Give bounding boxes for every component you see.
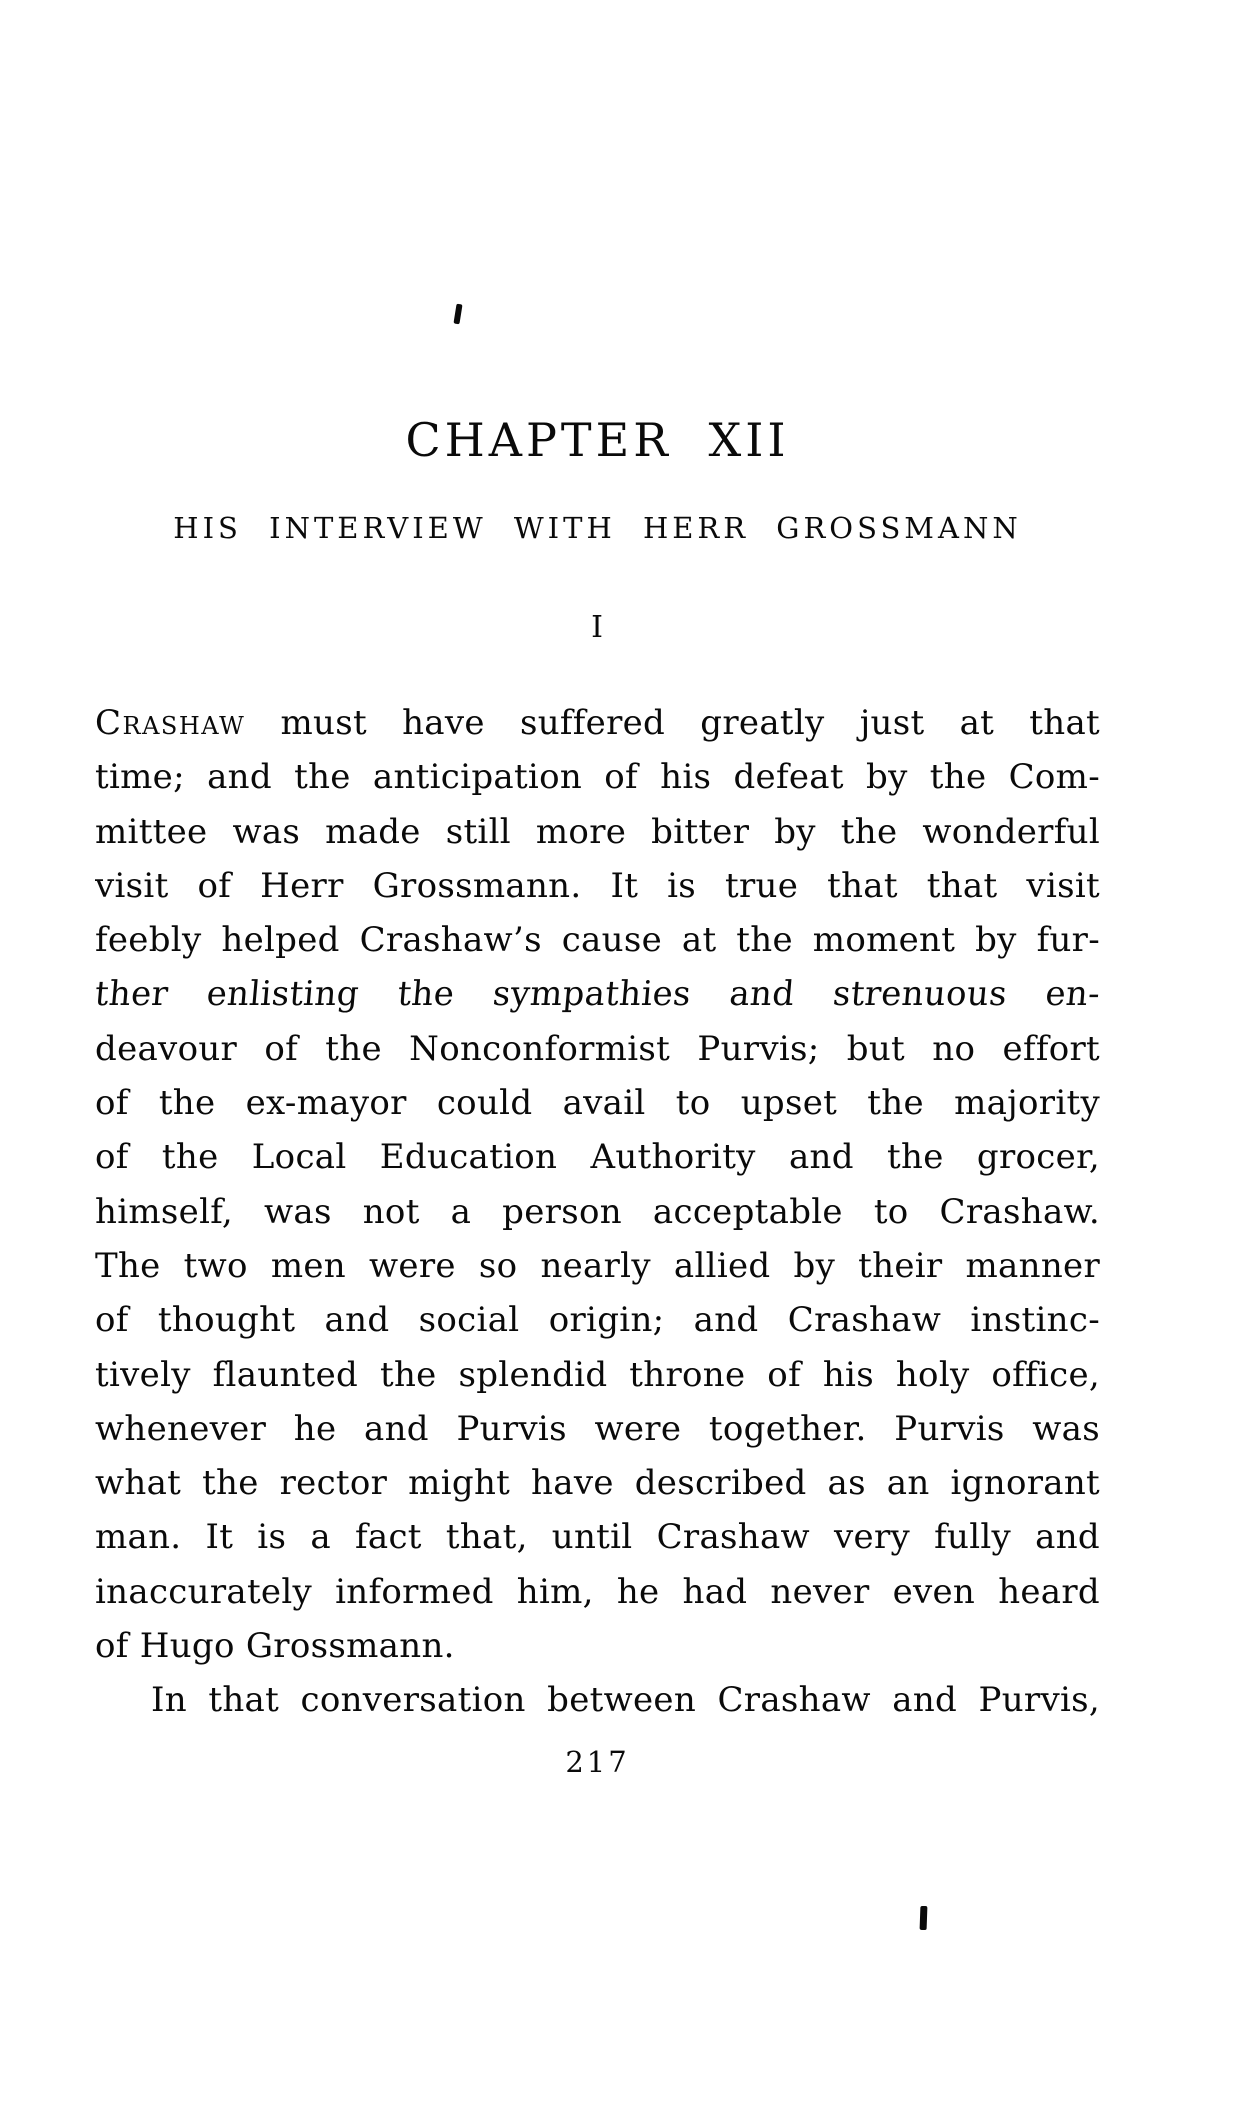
lead-word: Crashaw [95,703,246,743]
ink-speck-bottom [920,1906,928,1930]
text-line: himself, was not a person acceptable to Crashaw. [95,1191,1100,1232]
ink-speck-top [453,304,462,325]
text-line: visit of Herr Grossmann. It is true that that visit [95,865,1100,906]
text-line: of the ex-mayor could avail to upset the majority [95,1083,1100,1124]
text-line: In that conversation between Crashaw and Purvis, [151,1680,1100,1721]
text-line: of thought and social origin; and Crashaw instinc- [95,1300,1100,1341]
text-line: mittee was made still more bitter by the wonderful [95,811,1100,852]
text-line: what the rector might have described as an ignorant [95,1463,1100,1504]
text-line: man. It is a fact that, until Crashaw very fully and [95,1517,1100,1558]
chapter-heading: CHAPTER XII [405,413,790,467]
page-number: 217 [565,1745,630,1779]
text-line: feebly helped Crashaw’s cause at the moment by fur- [95,920,1100,961]
text-line: whenever he and Purvis were together. Purvis was [95,1408,1100,1449]
text-line: of Hugo Grossmann. [95,1626,455,1667]
text-line: time; and the anticipation of his defeat by the Com- [95,757,1100,798]
text-line: deavour of the Nonconformist Purvis; but no effort [95,1028,1100,1069]
body-text [95,696,1100,1728]
chapter-subheading: HIS INTERVIEW WITH HERR GROSSMANN [173,511,1022,545]
text-line: of the Local Education Authority and the grocer, [95,1137,1100,1178]
text-line: inaccurately informed him, he had never even heard [95,1571,1100,1612]
section-number: I [591,610,604,645]
text-line [95,696,1100,750]
first-line-rest: must have suffered greatly just at that [245,703,1100,743]
text-line: ther enlisting the sympathies and strenuous en- [93,974,1102,1015]
text-line: The two men were so nearly allied by their manner [95,1245,1100,1286]
text-line: tively flaunted the splendid throne of his holy office, [95,1354,1100,1395]
